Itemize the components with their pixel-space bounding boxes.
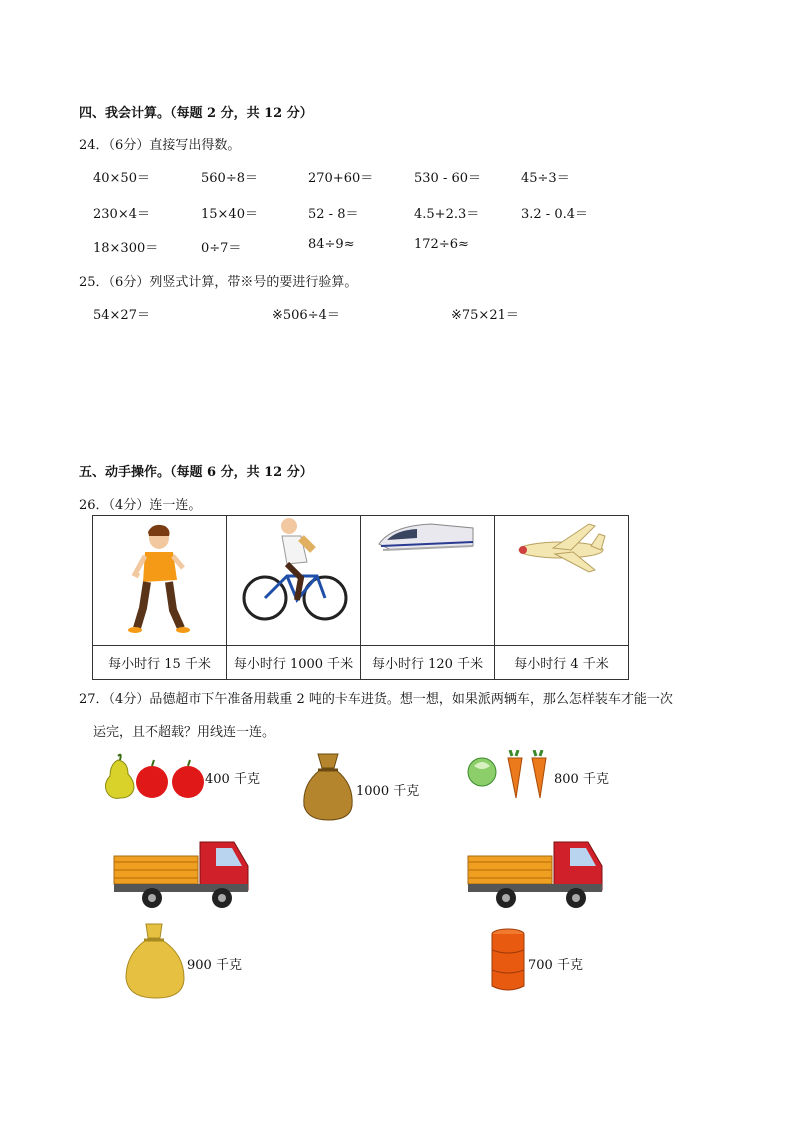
q24-heading: 24．（6分）直接写出得数。 (79, 138, 241, 153)
speed-label: 每小时行 4 千米 (495, 646, 629, 680)
calc-item: 45÷3＝ (521, 171, 570, 186)
table-cell (495, 516, 629, 646)
orange-barrel-icon (488, 928, 528, 994)
calc-item: 3.2 - 0.4＝ (521, 207, 589, 222)
weight-label: 800 千克 (554, 772, 609, 787)
matching-table (92, 515, 629, 680)
table-cell (361, 516, 495, 646)
section-4-title: 四、我会计算。 (79, 106, 171, 121)
brown-sack-icon (300, 750, 356, 822)
calc-item: 230×4＝ (93, 207, 150, 222)
speed-label: 每小时行 1000 千米 (227, 646, 361, 680)
vertical-calc-item: 54×27＝ (93, 308, 150, 323)
vertical-calc-item: ※506÷4＝ (272, 308, 340, 323)
calc-item: 40×50＝ (93, 171, 150, 186)
section-4-note: （每题 2 分，共 12 分） (170, 106, 313, 121)
high-speed-train-icon (361, 516, 494, 566)
section-5-header (79, 461, 313, 480)
cyclist-icon (227, 516, 360, 645)
section-5-note: （每题 6 分，共 12 分） (170, 465, 313, 480)
truck-icon (466, 838, 606, 910)
table-cell (93, 516, 227, 646)
weight-label: 700 千克 (528, 958, 583, 973)
calc-item: 270+60＝ (308, 171, 374, 186)
weight-label: 400 千克 (205, 772, 260, 787)
calc-item: 530 - 60＝ (414, 171, 482, 186)
weight-label: 900 千克 (187, 958, 242, 973)
weight-label: 1000 千克 (356, 784, 420, 799)
truck-icon (112, 838, 252, 910)
table-cell (227, 516, 361, 646)
speed-label: 每小时行 120 千米 (361, 646, 495, 680)
vertical-calc-item: ※75×21＝ (451, 308, 519, 323)
calc-item: 15×40＝ (201, 207, 258, 222)
speed-label: 每小时行 15 千米 (93, 646, 227, 680)
section-4-header (79, 102, 313, 121)
yellow-sack-icon (122, 922, 188, 1000)
section-5-title: 五、动手操作。 (79, 465, 171, 480)
calc-item: 84÷9≈ (308, 237, 355, 252)
walking-man-icon (93, 516, 226, 645)
calc-item: 0÷7＝ (201, 241, 242, 256)
calc-item: 172÷6≈ (414, 237, 469, 252)
fruit-pear-apples-icon (102, 752, 206, 800)
calc-item: 52 - 8＝ (308, 207, 359, 222)
cabbage-carrots-icon (466, 750, 554, 802)
q27-text-line-2: 运完，且不超载？用线连一连。 (93, 725, 276, 740)
calc-item: 560÷8＝ (201, 171, 258, 186)
calc-item: 4.5+2.3＝ (414, 207, 480, 222)
calc-item: 18×300＝ (93, 241, 159, 256)
q27-text-line-1: 27．（4分）品德超市下午准备用载重 2 吨的卡车进货。想一想，如果派两辆车，那么怎样装车才能一次 (79, 692, 673, 707)
airplane-icon (495, 516, 628, 578)
q25-heading: 25．（6分）列竖式计算，带※号的要进行验算。 (79, 275, 358, 290)
q26-heading: 26．（4分）连一连。 (79, 498, 202, 513)
